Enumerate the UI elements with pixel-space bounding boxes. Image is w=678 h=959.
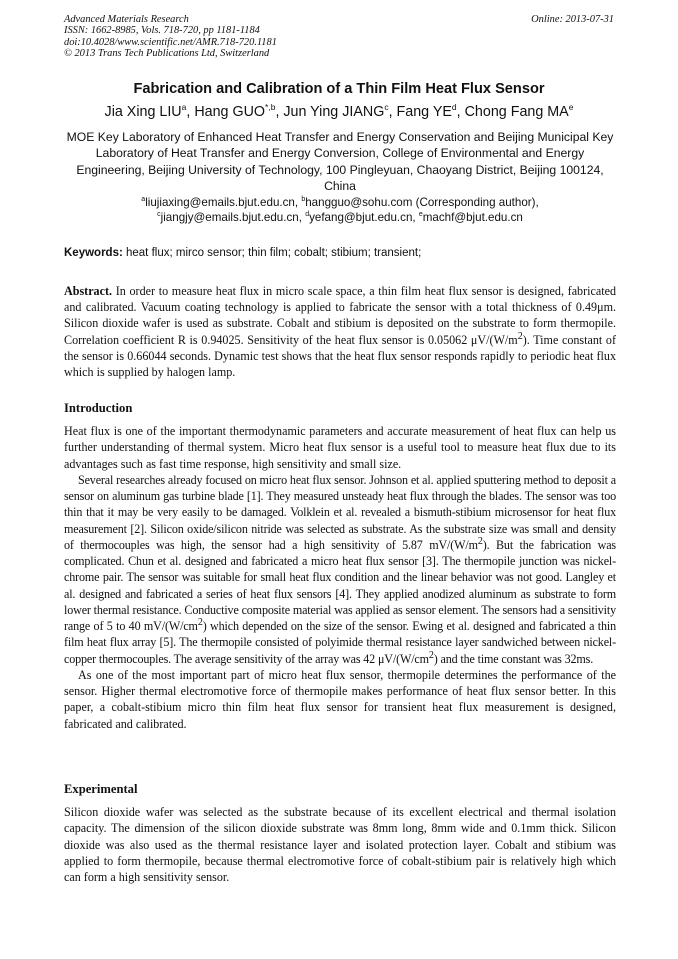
introduction-body bbox=[64, 423, 616, 732]
doi-line[interactable]: doi:10.4028/www.scientific.net/AMR.718-720.1181 bbox=[64, 36, 277, 48]
section-heading-experimental: Experimental bbox=[64, 782, 138, 796]
author-sup: *,b bbox=[265, 102, 276, 113]
email-line-1: $^a$liujiaxing@emails.bjut.edu.cn, $^b$hangguo@sohu.com (Corresponding author), bbox=[141, 196, 539, 209]
paragraph: As one of the most important part of micro heat flux sensor, thermopile determines the performance of the sensor. Higher thermal electromotive force of thermopile makes performance of heat flux sensor better. In this paper, a cobalt-stibium micro thin film heat flux sensor for transient heat flux measurement is designed, fabricated and calibrated. bbox=[64, 667, 616, 731]
email-line-2: $^c$jiangjy@emails.bjut.edu.cn, $^d$yefang@bjut.edu.cn, $^e$machf@bjut.edu.cn bbox=[157, 210, 523, 224]
author-name: Hang GUO bbox=[194, 104, 266, 120]
abstract: Abstract. In order to measure heat flux in micro scale space, a thin film heat flux sensor is designed, fabricated and calibrated. Vacuum coating technology is applied to fabricate the sensor with a total thickness of 0.49μm. Silicon dioxide wafer is used as substrate. Cobalt and stibium is deposited on the substrate to form thermopile. Correlation coefficient R is 0.94025. Sensitivity of the heat flux sensor is 0.05062 $\mu V/(W/m^2)$. Time constant of the sensor is 0.66044 seconds. Dynamic test shows that the heat flux sensor responds rapidly to periodic heat flux which is supplied by halogen lamp. bbox=[64, 284, 617, 380]
section-heading-introduction: Introduction bbox=[64, 401, 133, 415]
author-name: Chong Fang MA bbox=[464, 104, 569, 120]
keywords-text: heat flux; mirco sensor; thin film; cobalt; stibium; transient; bbox=[126, 247, 422, 259]
author-name: Jun Ying JIANG bbox=[283, 104, 385, 120]
author-sup: e bbox=[568, 102, 574, 113]
experimental-body bbox=[64, 804, 616, 885]
issn-line: ISSN: 1662-8985, Vols. 718-720, pp 1181-1184 bbox=[64, 25, 260, 37]
journal-name: Advanced Materials Research bbox=[64, 14, 189, 25]
online-date: Online: 2013-07-31 bbox=[531, 14, 614, 25]
copyright-line: © 2013 Trans Tech Publications Ltd, Switzerland bbox=[64, 48, 270, 60]
paper-title: Fabrication and Calibration of a Thin Film Heat Flux Sensor bbox=[133, 81, 545, 97]
email-a[interactable]: liujiaxing@emails.bjut.edu.cn, bbox=[145, 196, 299, 209]
email-c[interactable]: jiangjy@emails.bjut.edu.cn, bbox=[160, 210, 302, 224]
journal-meta bbox=[64, 14, 277, 60]
author-sup: a bbox=[181, 102, 187, 113]
email-b[interactable]: hangguo@sohu.com (Corresponding author), bbox=[305, 196, 539, 209]
email-d[interactable]: yefang@bjut.edu.cn, bbox=[309, 210, 416, 224]
abstract-text: In order to measure heat flux in micro scale space, a thin film heat flux sensor is designed, fabricated and calibrated. Vacuum coating technology is applied to fabricate the sensor with a total thickness of 0.49μm. Silicon dioxide wafer is used as substrate. Cobalt and stibium is deposited on the substrate to form thermopile. Correlation coefficient R is 0.94025. Sensitivity of the heat flux sensor is 0.05062 μV/(W/m bbox=[64, 284, 617, 347]
author-list: Jia Xing LIU$^a$, Hang $GUO^{*,b}$, Jun Ying JIANG$^c$, Fang $YE^d$, Chong Fang $MA^e$ bbox=[104, 102, 574, 120]
author-sup: c bbox=[384, 102, 389, 113]
keywords bbox=[64, 247, 624, 259]
paragraph: Several researches already focused on micro heat flux sensor. Johnson et al. applied sputtering method to deposit a sensor on aluminum gas turbine blade [1]. They measured unsteady heat flux through the blades. The sensor was too thin that it may be very easily to be damaged. Volklein et al. revealed a bismuth-stibium microsensor for heat flux measurement [2]. Silicon oxide/silicon nitride was selected as substrate. As the substrate size was small and density of thermocouples was high, the sensor had a high sensitivity of 5.87 $mV/(W/m^2)$. But the fabrication was complicated. Chun et al. designed and fabricated a micro heat flux sensor [3]. The thermopile junction was nickel-chrome pair. The sensor was suitable for small heat flux condition and the linear behavior was not good. Langley et al. designed and fabricated a series of heat flux sensors [4]. They applied anodized aluminum as substrate to form lower thermal resistance. Conductive composite material was applied as sensor element. The sensors had a sensitivity range of 5 to 40 $mV/(W/cm^2)$ which depended on the size of the sensor. Ewing et al. designed and fabricated a thin film heat flux array [5]. The thermopile consisted of polyimide thermal resistance layer sandwiched between nickel-copper thermocouples. The average sensitivity of the array was 42 $\mu V/(W/cm^2)$ and the time constant was 32ms. bbox=[64, 472, 616, 666]
keywords-label: Keywords: bbox=[64, 247, 123, 259]
author-emails bbox=[64, 196, 616, 225]
author-sup: d bbox=[451, 102, 457, 113]
paragraph: Silicon dioxide wafer was selected as the substrate because of its excellent electrical and thermal isolation capacity. The dimension of the silicon dioxide substrate was 8mm long, 8mm wide and 0.1mm thick. Silicon dioxide was also used as the thermal resistance layer and isolated protection layer. Cobalt and stibium was applied to form thermopile, because thermal electromotive force of cobalt-stibium pair is relatively high which can form a high sensitivity sensor. bbox=[64, 805, 616, 884]
affiliation: MOE Key Laboratory of Enhanced Heat Transfer and Energy Conservation and Beijing Municipal Key Laboratory of Heat Transfer and Energy Conversion, College of Environmental and Energy Engineering, Beijing University of Technology, 100 Pingleyuan, Chaoyang District, Beijing 100124, China bbox=[66, 130, 614, 193]
abstract-label: Abstract. bbox=[64, 284, 113, 298]
author-name: Jia Xing LIU bbox=[104, 104, 182, 120]
author-name: Fang YE bbox=[396, 104, 452, 120]
email-e[interactable]: machf@bjut.edu.cn bbox=[422, 210, 523, 224]
paragraph: Heat flux is one of the important thermodynamic parameters and accurate measurement of heat flux can help us further understanding of thermal system. Micro heat flux sensor is a useful tool to measure heat flux due to its advantages such as fast time response, high sensitivity and small size. bbox=[64, 424, 616, 471]
